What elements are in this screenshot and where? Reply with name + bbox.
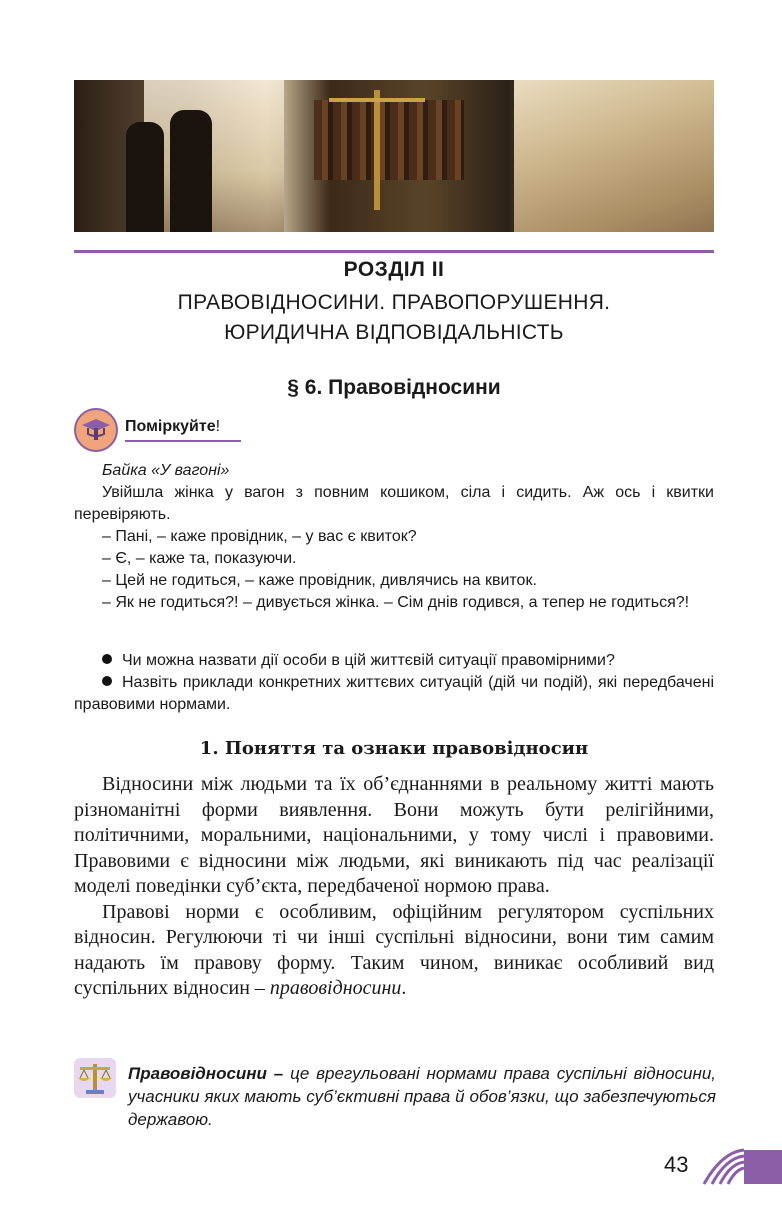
chapter-banner-image: [74, 80, 714, 232]
subsection-title: 1. Поняття та ознаки правовідносин: [199, 738, 589, 759]
body-text: [74, 772, 714, 1002]
graduation-cap-icon: [74, 408, 118, 452]
chapter-label: РОЗДІЛ II: [343, 258, 445, 281]
bullet-icon: [102, 676, 112, 686]
banner-scale-beam: [329, 98, 425, 102]
definition-box: [128, 1062, 716, 1131]
banner-courtroom: [514, 80, 714, 232]
fable-title: Байка «У вагоні»: [102, 462, 230, 479]
page-number: 43: [664, 1152, 689, 1177]
fable-block: [74, 460, 714, 614]
scales-of-justice-icon: [74, 1058, 116, 1098]
bullet-icon: [102, 654, 112, 664]
question-item: Назвіть приклади конкретних життєвих ситуацій (дій чи подій), які передбачені правовими нормами.: [74, 674, 714, 713]
think-label: Поміркуйте!: [125, 418, 221, 435]
body-paragraph-1: Відносини між людьми та їх об’єднаннями в реальному житті мають різноманітні форми виявлення. Вони можуть бути релігійними, політичними, моральними, національними, у тому числі і правовими. Правовими є відносини між людьми, які виникають під час реалізації моделі поведінки суб’єкта, передбаченої нормою права.: [74, 773, 714, 897]
banner-books: [314, 100, 464, 180]
questions-list: [74, 650, 714, 716]
question-item: Чи можна назвати дії особи в цій життєвій ситуації правомірними?: [74, 650, 714, 672]
section-title: § 6. Правовідносини: [287, 376, 501, 399]
banner-figure-right: [170, 110, 212, 232]
fable-line: – Пані, – каже провідник, – у вас є квиток?: [102, 528, 417, 545]
page-corner-tab: [744, 1150, 782, 1184]
page-corner-stripes-icon: [700, 1148, 746, 1186]
term-emphasis: правовідносини: [269, 977, 402, 999]
chapter-divider: [74, 250, 714, 253]
body-paragraph-2: Правові норми є особливим, офіційним регулятором суспільних відносин. Регулюючи ті чи інші суспільні відносини, вони тим самим надають їм правову форму. Таким чином, виникає особливий вид суспільних відносин – правовідносини.: [74, 900, 714, 999]
chapter-title-line-1: ПРАВОВІДНОСИНИ. ПРАВОПОРУШЕННЯ.: [177, 291, 611, 314]
think-underline: [125, 440, 241, 442]
fable-line: – Цей не годиться, – каже провідник, дивлячись на квиток.: [102, 572, 537, 589]
banner-figure-left: [126, 122, 164, 232]
banner-window: [144, 80, 284, 232]
chapter-title: [74, 288, 714, 348]
definition-term: Правовідносини –: [128, 1064, 284, 1083]
fable-line: – Як не годиться?! – дивується жінка. – Сім днів годився, а тепер не годиться?!: [102, 594, 690, 611]
fable-line: Увійшла жінка у вагон з повним кошиком, сіла і сидить. Аж ось і квитки перевіряють.: [74, 484, 714, 523]
fable-line: – Є, – каже та, показуючи.: [102, 550, 297, 567]
chapter-title-line-2: ЮРИДИЧНА ВІДПОВІДАЛЬНІСТЬ: [224, 321, 564, 344]
definition-text: це врегульовані нормами права суспільні відносини, учасники яких мають суб’єктивні права й обов’язки, що забезпечуються державою.: [128, 1064, 716, 1129]
banner-scale-pole: [374, 90, 380, 210]
